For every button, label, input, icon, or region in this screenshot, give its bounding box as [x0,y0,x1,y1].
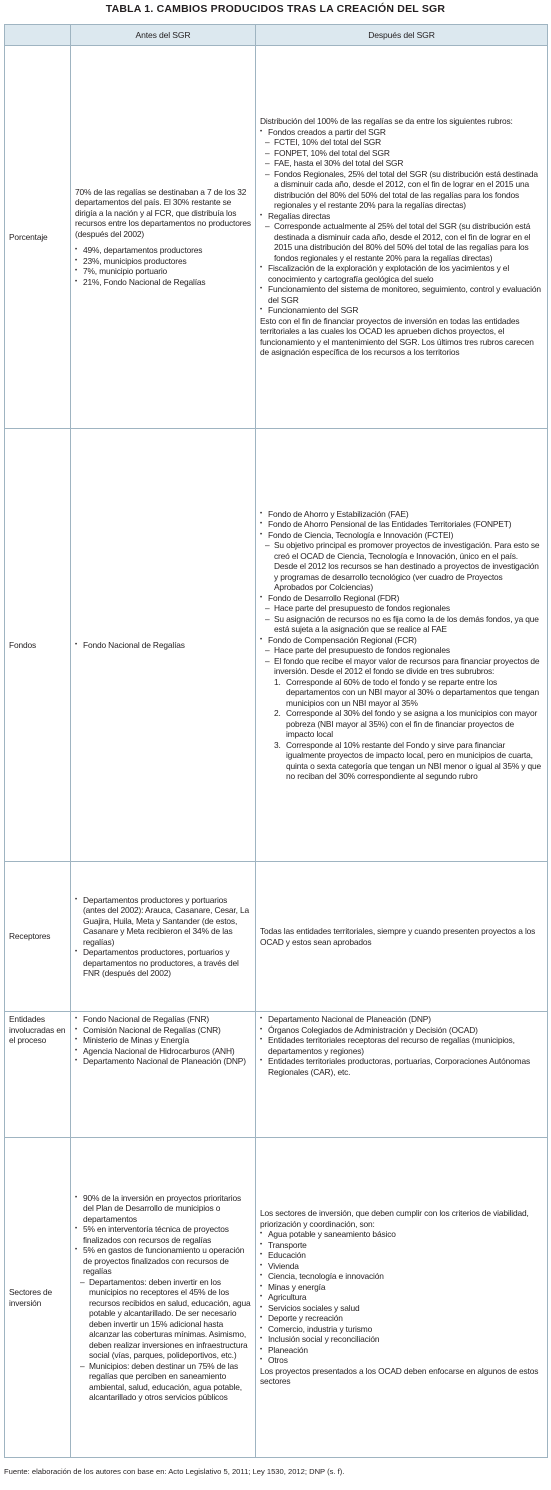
header-before: Antes del SGR [71,25,256,46]
bullet-item: • Fondo de Ahorro Pensional de las Entidades Territoriales (FONPET) [260,519,543,530]
header-row [5,25,548,46]
table-row [5,46,548,429]
dash-item: – Hace parte del presupuesto de fondos regionales [260,603,543,614]
bullet-item: • Departamentos productores, portuarios y departamentos no productores, a través del FNR (después del 2002) [75,947,251,979]
bullet-item: • Inclusión social y reconciliación [260,1334,543,1345]
paragraph: 70% de las regalías se destinaban a 7 de los 32 departamentos del país. El 30% restante se dirigía a la nación y al FCR, que distribuía los recursos entre los departamentos no productores (después del 2002) [75,186,251,239]
cell-after [256,1012,548,1138]
row-label: Fondos [5,429,71,862]
bullet-item: • Órganos Colegiados de Administración y Decisión (OCAD) [260,1025,543,1036]
item-text: Corresponde al 60% de todo el fondo y se reparte entre los departamentos con un NBI mayor al 30% o departamentos que tengan municipios con un NBI mayor al 35% [286,676,539,708]
numbered-item [260,708,543,740]
table-row [5,862,548,1012]
header-empty [5,25,71,46]
table-row [5,1012,548,1138]
bullet-item: • Entidades territoriales receptoras del recurso de regalías (municipios, departamentos y regiones) [260,1035,543,1056]
comparison-table [4,24,548,1458]
bullet-item: • Deporte y recreación [260,1313,543,1324]
bullet-item: • 5% en gastos de funcionamiento u operación de proyectos finalizados con recursos de regalías [75,1245,251,1277]
bullet-item: • Educación [260,1250,543,1261]
bullet-item: • 7%, municipio portuario [75,266,251,277]
cell-before [71,862,256,1012]
paragraph: Esto con el fin de financiar proyectos de inversión en todas las entidades territoriales a las cuales los OCAD les aprueben dichos proyectos, el funcionamiento y el mantenimiento del SGR. Los últimos tres rubros carecen de asignación específica de los recursos a los territorios [260,315,534,358]
row-label: Receptores [5,862,71,1012]
bullet-item: • Departamento Nacional de Planeación (DNP) [260,1014,543,1025]
bullet-item: • Regalías directas [260,211,543,222]
item-text: Corresponde al 30% del fondo y se asigna a los municipios con mayor pobreza (NBI mayor al 35%) con el fin de financiar proyectos de impacto local [286,708,538,739]
item-number: 1. [274,676,281,687]
dash-item: – Corresponde actualmente al 25% del total del SGR (su distribución está destinada a disminuir cada año, desde el 2012, con el fin de lograr en el 2015 una distribución del 80% del 50% del total de las regalías para los fondos regionales y el restante 20% para la regalías directas) [260,221,543,263]
bullet-item: • Transporte [260,1240,543,1251]
cell-after [256,862,548,1012]
bullet-item: • Fiscalización de la exploración y explotación de los yacimientos y el conocimiento y cartografía geológica del suelo [260,263,543,284]
bullet-item: • Servicios sociales y salud [260,1303,543,1314]
paragraph: Todas las entidades territoriales, siempre y cuando presenten proyectos a los OCAD y estos sean aprobados [260,926,536,947]
cell-after [256,429,548,862]
bullet-item: • Ministerio de Minas y Energía [75,1035,251,1046]
dash-item: – Departamentos: deben invertir en los municipios no receptores el 45% de los recursos recibidos en salud, educación, agua potable y alcantarillado. De ser necesario deben invertir un 15% adicional hasta alcanzar las coberturas mínimas. Asimismo, deben realizar inversiones en infraestructura social (vías, parques, polideportivos, etc.) [75,1277,251,1361]
cell-after [256,1138,548,1458]
numbered-item [260,677,543,709]
bullet-item: • Comercio, industria y turismo [260,1324,543,1335]
bullet-item: • Fondo de Compensación Regional (FCR) [260,635,543,646]
source-note: Fuente: elaboración de los autores con base en: Acto Legislativo 5, 2011; Ley 1530, 2012; DNP (s. f). [4,1467,345,1476]
table-body [5,46,548,1458]
cell-before [71,1012,256,1138]
bullet-item: • 49%, departamentos productores [75,245,251,256]
bullet-item: • Entidades territoriales productoras, portuarias, Corporaciones Autónomas Regionales (CAR), etc. [260,1056,543,1077]
item-text: Corresponde al 10% restante del Fondo y sirve para financiar igualmente proyectos de impacto local, pero en municipios de cuarta, quinta o sexta categoría que tengan un NBI menor o igual al 35% y que no reciban del 30% correspondiente al segundo rubro [286,739,542,781]
dash-item: – FONPET, 10% del total del SGR [260,148,543,159]
bullet-item: • Agencia Nacional de Hidrocarburos (ANH) [75,1046,251,1057]
table-row [5,429,548,862]
bullet-item: • Vivienda [260,1261,543,1272]
table-row [5,1138,548,1458]
header-after: Después del SGR [256,25,548,46]
numbered-item [260,740,543,782]
paragraph: Los sectores de inversión, que deben cumplir con los criterios de viabilidad, priorización y coordinación, son: [260,1208,529,1229]
dash-item: – Municipios: deben destinar un 75% de las regalías que perciben en saneamiento ambiental, salud, educación, agua potable, alcantarillado y otros servicios públicos [75,1361,251,1403]
dash-item: – El fondo que recibe el mayor valor de recursos para financiar proyectos de inversión. Desde el 2012 el fondo se divide en tres subrubros: [260,656,543,677]
bullet-item: • 90% de la inversión en proyectos prioritarios del Plan de Desarrollo de municipios o departamentos [75,1193,251,1225]
bullet-item: • 23%, municipios productores [75,256,251,267]
item-number: 3. [274,739,281,750]
row-label: Porcentaje [5,46,71,429]
bullet-item: • Departamento Nacional de Planeación (DNP) [75,1056,251,1067]
cell-before [71,1138,256,1458]
dash-item: – Su objetivo principal es promover proyectos de investigación. Para esto se creó el OCAD de Ciencia, Tecnología e Innovación, único en el país. Desde el 2012 los recursos se han destinado a proyectos de investigación y programas de desarrollo tecnológico (ver cuadro de Proyectos Aprobados por Colciencias) [260,540,543,593]
bullet-item: • Minas y energía [260,1282,543,1293]
dash-item: – FCTEI, 10% del total del SGR [260,137,543,148]
bullet-item: • Planeación [260,1345,543,1356]
bullet-item: • 5% en interventoría técnica de proyectos finalizados con recursos de regalías [75,1224,251,1245]
bullet-item: • Fondo de Ahorro y Estabilización (FAE) [260,509,543,520]
dash-item: – Su asignación de recursos no es fija como la de los demás fondos, ya que está sujeta a la asignación que se realice al FAE [260,614,543,635]
bullet-item: • Fondo Nacional de Regalías [75,640,251,651]
bullet-item: • Funcionamiento del sistema de monitoreo, seguimiento, control y evaluación del SGR [260,284,543,305]
dash-item: – Fondos Regionales, 25% del total del SGR (su distribución está destinada a disminuir cada año, desde el 2012, con el fin de lograr en el 2015 una distribución del 80% del 50% del total de las regalías para los fondos regionales y el restante 20% para la regalías directas) [260,169,543,211]
bullet-item: • Fondo de Desarrollo Regional (FDR) [260,593,543,604]
row-label: Entidades involucradas en el proceso [5,1012,71,1138]
paragraph: Distribución del 100% de las regalías se da entre los siguientes rubros: [260,116,513,127]
bullet-item: • Fondos creados a partir del SGR [260,127,543,138]
row-label: Sectores de inversión [5,1138,71,1458]
cell-after [256,46,548,429]
table-title: TABLA 1. CAMBIOS PRODUCIDOS TRAS LA CREACIÓN DEL SGR [105,3,446,15]
dash-item: – Hace parte del presupuesto de fondos regionales [260,645,543,656]
bullet-item: • Otros [260,1355,543,1366]
bullet-item: • Ciencia, tecnología e innovación [260,1271,543,1282]
bullet-item: • Fondo de Ciencia, Tecnología e Innovación (FCTEI) [260,530,543,541]
bullet-item: • Comisión Nacional de Regalías (CNR) [75,1025,251,1036]
bullet-item: • Funcionamiento del SGR [260,305,543,316]
bullet-item: • Agua potable y saneamiento básico [260,1229,543,1240]
cell-before [71,46,256,429]
dash-item: – FAE, hasta el 30% del total del SGR [260,158,543,169]
bullet-item: • Agricultura [260,1292,543,1303]
paragraph: Los proyectos presentados a los OCAD deben enfocarse en algunos de estos sectores [260,1365,539,1387]
bullet-item: • Departamentos productores y portuarios (antes del 2002): Arauca, Casanare, Cesar, La Guajira, Huila, Meta y Santander (de estos, Casanare y Meta recibieron el 34% de las regalías) [75,895,251,948]
bullet-item: • Fondo Nacional de Regalías (FNR) [75,1014,251,1025]
bullet-item: • 21%, Fondo Nacional de Regalías [75,277,251,288]
cell-before [71,429,256,862]
item-number: 2. [274,708,281,718]
